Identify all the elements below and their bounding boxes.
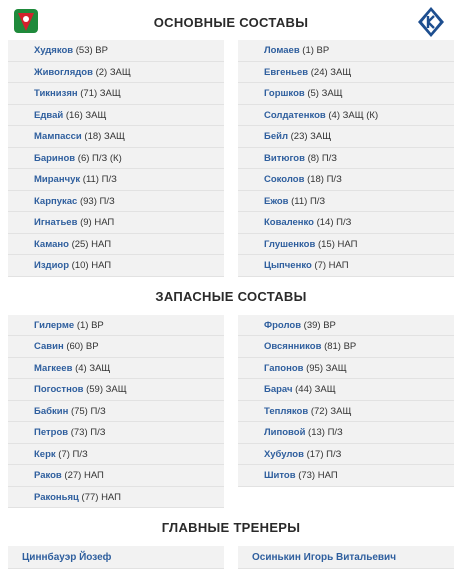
player-row[interactable]	[238, 212, 454, 234]
player-name[interactable]: Тикнизян	[34, 88, 78, 99]
player-info: (23) ЗАЩ	[290, 131, 332, 142]
player-row[interactable]	[238, 191, 454, 213]
coaches-header	[0, 508, 462, 546]
player-info: (5) ЗАЩ	[307, 88, 343, 99]
player-info: (53) ВР	[75, 45, 108, 56]
player-info: (18) ЗАЩ	[84, 131, 125, 142]
player-info: (9) НАП	[80, 217, 115, 228]
player-row[interactable]	[8, 191, 224, 213]
player-name[interactable]: Коваленко	[264, 217, 314, 228]
player-row[interactable]	[238, 126, 454, 148]
subs-header	[0, 277, 462, 315]
player-info: (15) НАП	[317, 238, 358, 250]
player-info: (72) ЗАЩ	[310, 405, 352, 417]
player-name[interactable]: Липовой	[264, 427, 306, 438]
player-row[interactable]	[238, 379, 454, 401]
player-row[interactable]	[8, 487, 224, 509]
player-row[interactable]	[238, 83, 454, 105]
player-row[interactable]	[238, 62, 454, 84]
player-row[interactable]	[238, 105, 454, 127]
player-name[interactable]: Соколов	[264, 174, 305, 185]
player-name[interactable]: Гапонов	[264, 362, 304, 374]
player-name[interactable]: Фролов	[264, 319, 302, 331]
player-info: (81) ВР	[324, 341, 357, 352]
player-info: (93) П/З	[79, 195, 115, 207]
player-name[interactable]: Миранчук	[34, 174, 81, 185]
player-name[interactable]: Мампасси	[34, 131, 82, 142]
player-info: (60) ВР	[66, 341, 99, 352]
home-subs-list	[8, 315, 224, 509]
player-row[interactable]	[8, 126, 224, 148]
player-row[interactable]	[8, 234, 224, 256]
player-info: (25) НАП	[71, 238, 112, 250]
player-info: (95) ЗАЩ	[306, 362, 347, 374]
substitutes-title: ЗАПАСНЫЕ СОСТАВЫ	[155, 288, 307, 304]
player-name[interactable]: Бейл	[264, 131, 288, 142]
home-starting-list	[8, 40, 224, 277]
player-info: (13) П/З	[308, 427, 343, 438]
player-info: (73) НАП	[298, 470, 338, 481]
player-name[interactable]: Баринов	[34, 152, 76, 164]
player-info: (7) П/З	[58, 448, 88, 460]
player-row[interactable]	[238, 169, 454, 191]
player-info: (16) ЗАЩ	[65, 109, 107, 121]
player-row[interactable]	[238, 358, 454, 380]
player-row[interactable]	[8, 358, 224, 380]
player-row[interactable]	[238, 422, 454, 444]
player-row[interactable]	[8, 444, 224, 466]
starting-lineups	[0, 40, 462, 277]
player-info: (6) П/З (К)	[77, 152, 122, 164]
player-info: (10) НАП	[71, 260, 112, 271]
player-name[interactable]: Худяков	[34, 45, 74, 56]
lineups-header	[0, 0, 462, 40]
player-name[interactable]: Солдатенков	[264, 109, 326, 121]
player-name[interactable]: Овсянников	[264, 341, 322, 352]
player-name[interactable]: Савин	[34, 341, 64, 352]
player-info: (39) ВР	[303, 319, 336, 331]
home-coach[interactable]: Циннбауэр Йозеф	[8, 546, 224, 569]
player-name[interactable]: Едвай	[34, 109, 64, 121]
player-row[interactable]	[8, 212, 224, 234]
player-info: (8) П/З	[307, 152, 338, 164]
starting-lineups-title: ОСНОВНЫЕ СОСТАВЫ	[153, 15, 309, 30]
player-row[interactable]	[8, 105, 224, 127]
player-name[interactable]: Цыпченко	[264, 260, 312, 271]
player-info: (1) ВР	[76, 319, 104, 331]
player-info: (2) ЗАЩ	[95, 66, 131, 78]
player-row[interactable]	[238, 315, 454, 337]
player-info: (17) П/З	[306, 448, 342, 460]
player-info: (75) П/З	[70, 405, 106, 417]
player-row[interactable]	[8, 255, 224, 277]
player-info: (44) ЗАЩ	[295, 384, 336, 395]
player-row[interactable]	[8, 336, 224, 358]
away-subs-list	[238, 315, 454, 509]
player-row[interactable]	[238, 234, 454, 256]
player-row[interactable]	[8, 379, 224, 401]
player-row[interactable]	[8, 40, 224, 62]
player-name[interactable]: Горшков	[264, 88, 305, 99]
player-name[interactable]: Камано	[34, 238, 69, 250]
lokomotiv-logo-icon[interactable]	[12, 5, 40, 37]
player-row[interactable]	[238, 255, 454, 277]
player-row[interactable]	[8, 465, 224, 487]
player-info: (71) ЗАЩ	[80, 88, 121, 99]
player-name[interactable]: Тепляков	[264, 405, 309, 417]
player-row[interactable]	[8, 422, 224, 444]
player-info: (7) НАП	[314, 260, 349, 271]
player-info: (4) ЗАЩ	[75, 362, 111, 374]
player-name[interactable]: Магкеев	[34, 362, 73, 374]
player-name[interactable]: Витюгов	[264, 152, 305, 164]
player-info: (59) ЗАЩ	[86, 384, 127, 395]
coaches-row	[0, 546, 462, 569]
player-name[interactable]: Карпукас	[34, 195, 78, 207]
player-row[interactable]	[238, 148, 454, 170]
empty-row	[238, 487, 454, 509]
player-row[interactable]	[238, 401, 454, 423]
player-name[interactable]: Раков	[34, 470, 62, 481]
player-row[interactable]	[238, 336, 454, 358]
player-row[interactable]	[8, 62, 224, 84]
player-row[interactable]	[8, 148, 224, 170]
player-info: (11) П/З	[82, 174, 117, 185]
player-info: (18) П/З	[307, 174, 342, 185]
player-row[interactable]	[8, 315, 224, 337]
player-info: (1) ВР	[302, 45, 330, 56]
player-row[interactable]	[8, 401, 224, 423]
player-name[interactable]: Погостнов	[34, 384, 84, 395]
player-name[interactable]: Шитов	[264, 470, 296, 481]
player-name[interactable]: Ломаев	[264, 45, 300, 56]
player-info: (11) П/З	[291, 195, 326, 207]
player-name[interactable]: Хубулов	[264, 448, 304, 460]
player-name[interactable]: Барач	[264, 384, 293, 395]
player-name[interactable]: Гилерме	[34, 319, 75, 331]
player-row[interactable]	[238, 40, 454, 62]
away-starting-list	[238, 40, 454, 277]
player-name[interactable]: Ежов	[264, 195, 289, 207]
player-row[interactable]	[8, 83, 224, 105]
player-info: (73) П/З	[70, 427, 106, 438]
player-row[interactable]	[238, 444, 454, 466]
away-coach[interactable]: Осинькин Игорь Витальевич	[238, 546, 454, 569]
player-name[interactable]: Раконьяц	[34, 491, 79, 503]
player-name[interactable]: Издиор	[34, 260, 70, 271]
player-name[interactable]: Бабкин	[34, 405, 69, 417]
player-row[interactable]	[238, 465, 454, 487]
player-info: (4) ЗАЩ (К)	[328, 109, 379, 121]
player-name[interactable]: Глушенков	[264, 238, 316, 250]
head-coaches-title: ГЛАВНЫЕ ТРЕНЕРЫ	[161, 520, 301, 535]
krylya-sovetov-logo-icon[interactable]	[417, 6, 445, 38]
player-name[interactable]: Игнатьев	[34, 217, 78, 228]
player-name[interactable]: Евгеньев	[264, 66, 309, 78]
player-name[interactable]: Петров	[34, 427, 69, 438]
player-info: (24) ЗАЩ	[310, 66, 352, 78]
player-name[interactable]: Керк	[34, 448, 56, 460]
player-info: (77) НАП	[81, 491, 121, 503]
player-row[interactable]	[8, 169, 224, 191]
player-info: (27) НАП	[64, 470, 104, 481]
substitute-lineups	[0, 315, 462, 509]
player-info: (14) П/З	[316, 217, 352, 228]
player-name[interactable]: Живоглядов	[34, 66, 93, 78]
